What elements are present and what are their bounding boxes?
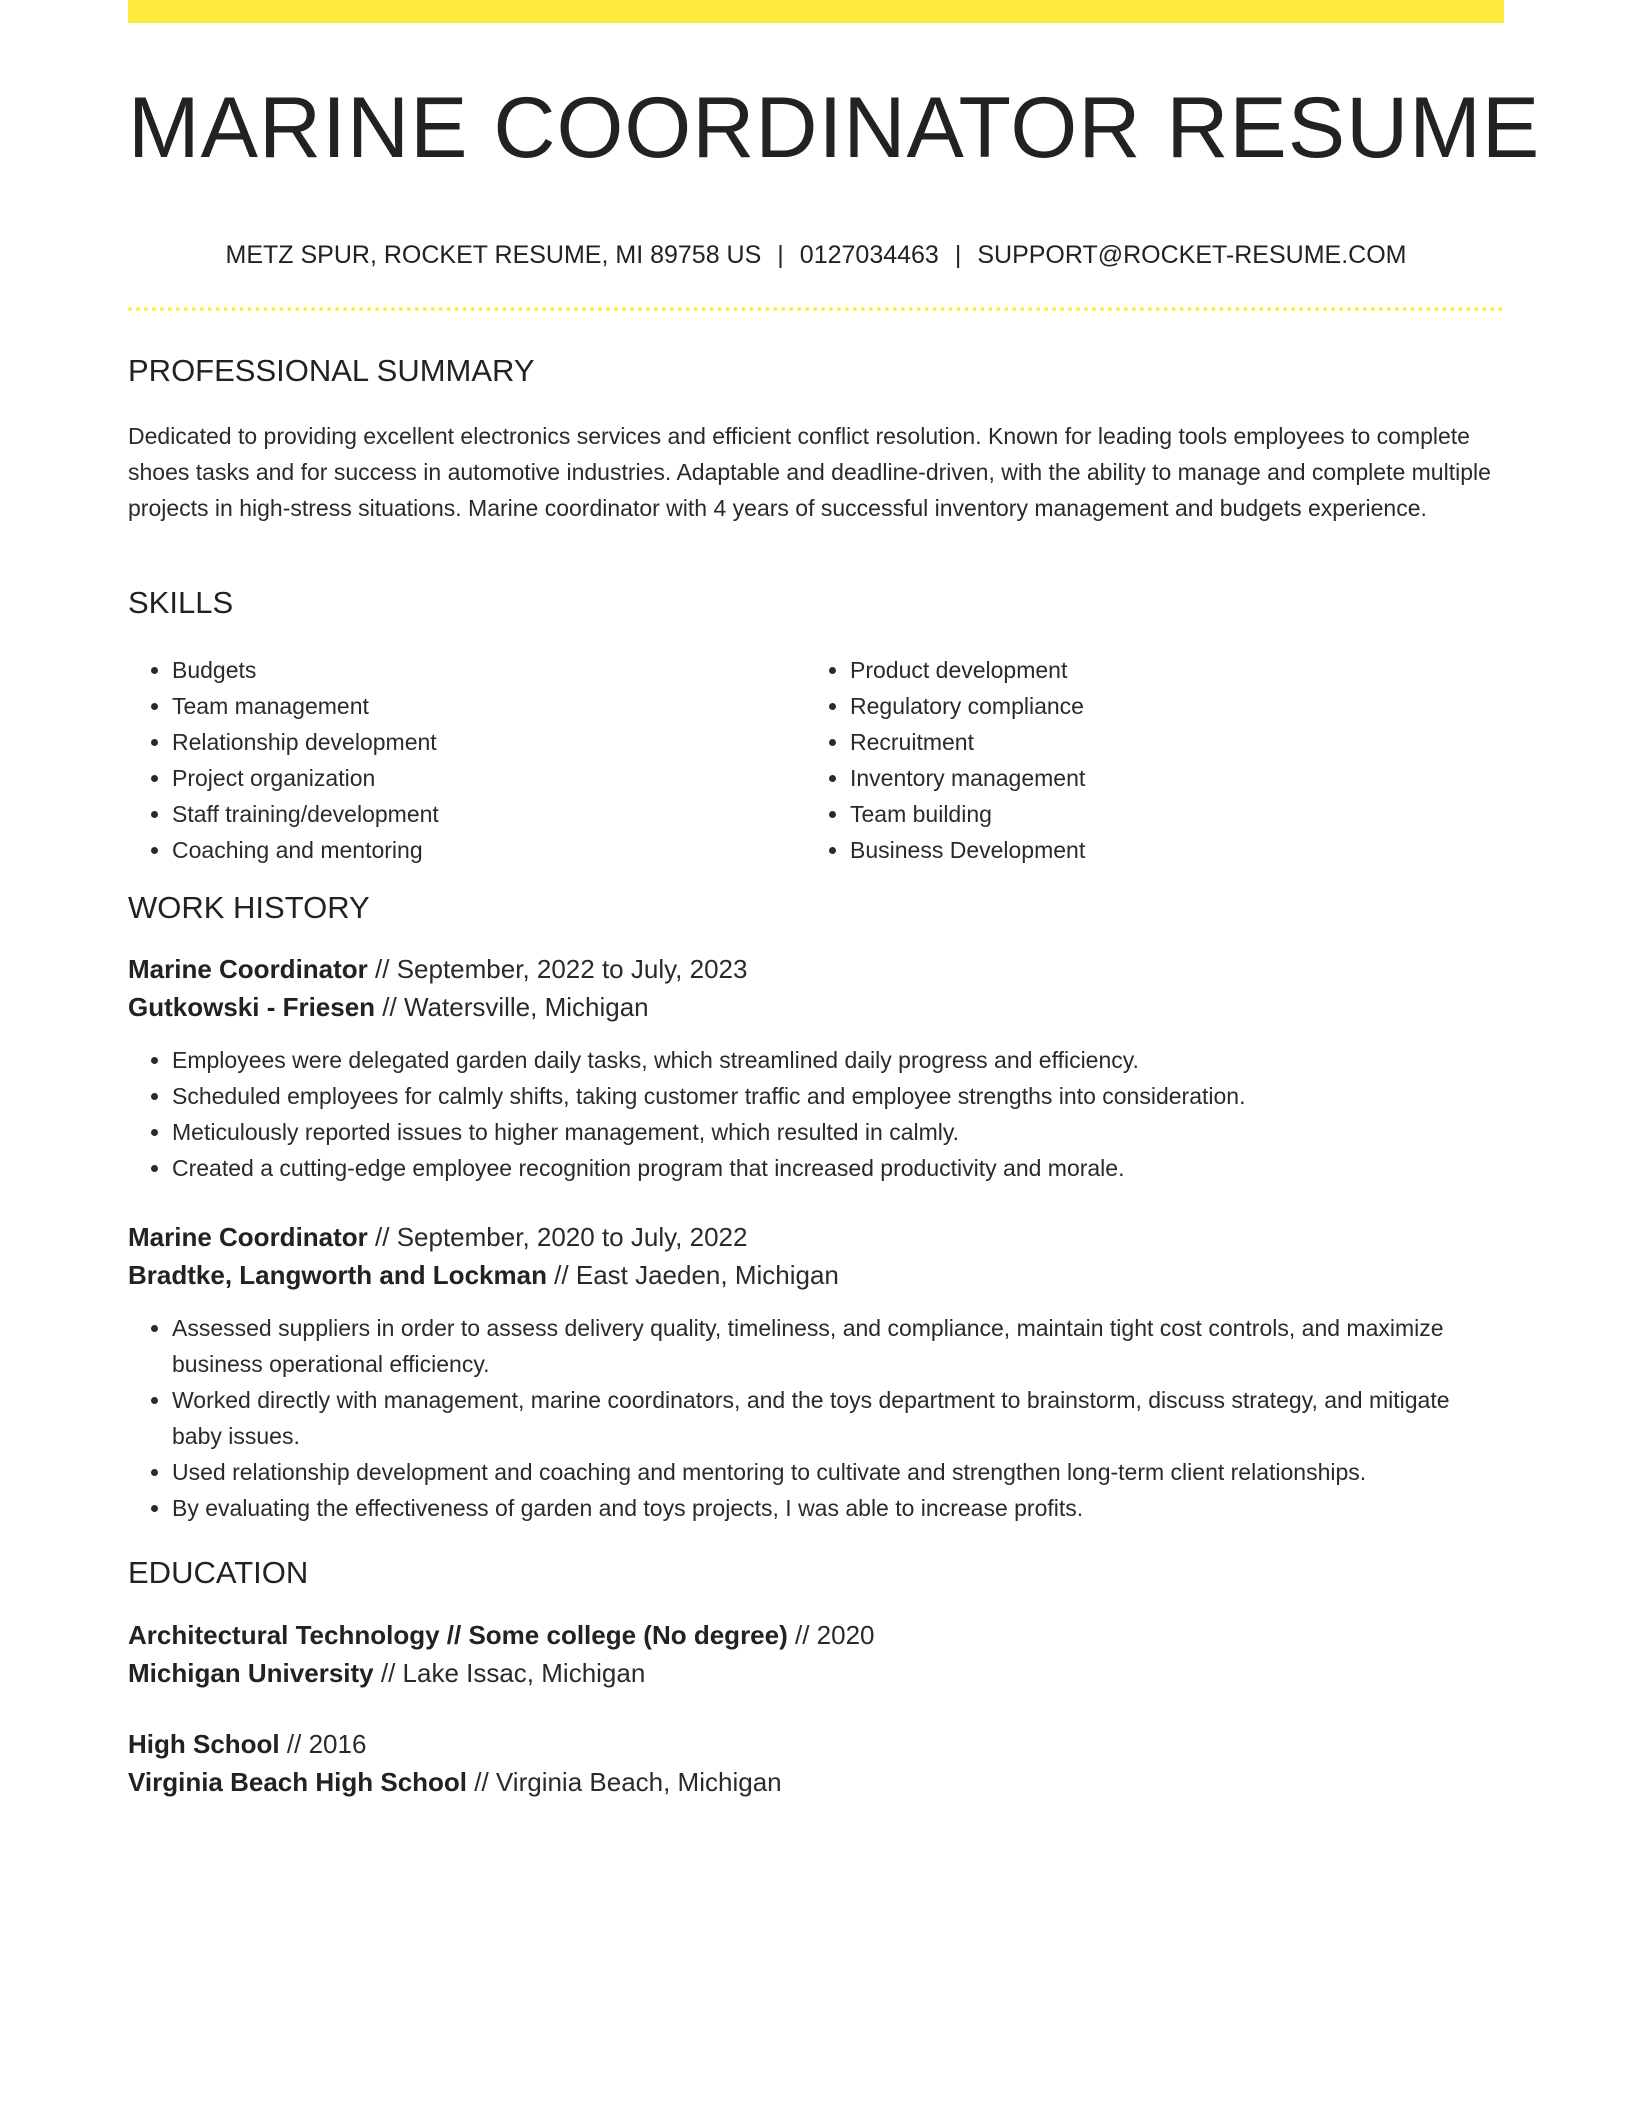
dotted-divider [128,307,1504,311]
skill-item: • Team management [172,688,806,724]
education-degree: Architectural Technology // Some college (No degree) [128,1620,788,1650]
skill-item: • Regulatory compliance [850,688,1484,724]
skill-item: • Business Development [850,832,1484,868]
job-role: Marine Coordinator [128,954,368,984]
skills-list-right [806,652,1484,868]
section-title-skills: SKILLS [128,585,234,620]
accent-top-bar [128,0,1504,23]
job-bullets [128,1042,1504,1186]
job-bullet: • Created a cutting-edge employee recognition program that increased productivity and morale. [172,1150,1504,1186]
contact-separator: | [954,241,962,269]
job-bullet: • Meticulously reported issues to higher management, which resulted in calmly. [172,1114,1504,1150]
job-title-line [128,1218,1504,1256]
skill-item: • Inventory management [850,760,1484,796]
skills-columns [128,652,1504,868]
education-degree-line [128,1725,1504,1763]
contact-email: SUPPORT@ROCKET-RESUME.COM [977,241,1407,269]
section-title-work-history: WORK HISTORY [128,890,370,925]
education-degree-line [128,1616,1504,1654]
education-entry [128,1725,1504,1801]
education-school: Virginia Beach High School [128,1767,468,1797]
education-year: // 2016 [279,1729,367,1759]
job-company: Bradtke, Langworth and Lockman [128,1260,547,1290]
job-bullet: • Assessed suppliers in order to assess delivery quality, timeliness, and compliance, maintain tight cost controls, and maximize business operational efficiency. [172,1310,1504,1382]
education-degree: High School [128,1729,280,1759]
section-title-summary: PROFESSIONAL SUMMARY [128,353,535,388]
skill-item: • Staff training/development [172,796,806,832]
skill-item: • Relationship development [172,724,806,760]
job-company: Gutkowski - Friesen [128,992,376,1022]
job-location: // East Jaeden, Michigan [546,1260,839,1290]
job-bullet: • Scheduled employees for calmly shifts, taking customer traffic and employee strengths into consideration. [172,1078,1504,1114]
education-school-line [128,1654,1504,1692]
work-entry [128,950,1504,1186]
education-year: // 2020 [787,1620,875,1650]
job-dates: // September, 2022 to July, 2023 [367,954,748,984]
job-location: // Watersville, Michigan [375,992,649,1022]
education-school-line [128,1763,1504,1801]
contact-phone: 0127034463 [799,241,939,269]
skills-list-left [128,652,806,868]
education-entry [128,1616,1504,1692]
resume-page [128,0,1541,1797]
section-title-education: EDUCATION [128,1555,309,1590]
skill-item: • Product development [850,652,1484,688]
skill-item: • Recruitment [850,724,1484,760]
job-bullet: • By evaluating the effectiveness of garden and toys projects, I was able to increase profits. [172,1490,1504,1526]
education-location: // Virginia Beach, Michigan [467,1767,782,1797]
job-dates: // September, 2020 to July, 2022 [367,1222,748,1252]
job-bullets [128,1310,1504,1526]
job-bullet: • Used relationship development and coaching and mentoring to cultivate and strengthen long-term client relationships. [172,1454,1504,1490]
contact-address: METZ SPUR, ROCKET RESUME, MI 89758 US [225,241,762,269]
job-bullet: • Employees were delegated garden daily tasks, which streamlined daily progress and efficiency. [172,1042,1504,1078]
contact-separator: | [777,241,784,269]
job-title-line [128,950,1504,988]
job-role: Marine Coordinator [128,1222,368,1252]
skill-item: • Team building [850,796,1484,832]
job-company-line [128,1256,1504,1294]
education-location: // Lake Issac, Michigan [373,1658,646,1688]
job-company-line [128,988,1504,1026]
skill-item: • Budgets [172,652,806,688]
work-entry [128,1218,1504,1526]
contact-line [128,238,1504,272]
resume-title: MARINE COORDINATOR RESUME [128,80,1541,176]
summary-text: Dedicated to providing excellent electronics services and efficient conflict resolution. Known for leading tools employees to complete shoes tasks and for success in automotive industries. Adaptable and deadline-driven, with the ability to manage and complete multiple projects in high-stress situations. Marine coordinator with 4 years of successful inventory management and budgets experience. [128,423,1491,521]
job-bullet: • Worked directly with management, marine coordinators, and the toys department to brainstorm, discuss strategy, and mitigate baby issues. [172,1382,1504,1454]
skill-item: • Coaching and mentoring [172,832,806,868]
skill-item: • Project organization [172,760,806,796]
education-school: Michigan University [128,1658,374,1688]
